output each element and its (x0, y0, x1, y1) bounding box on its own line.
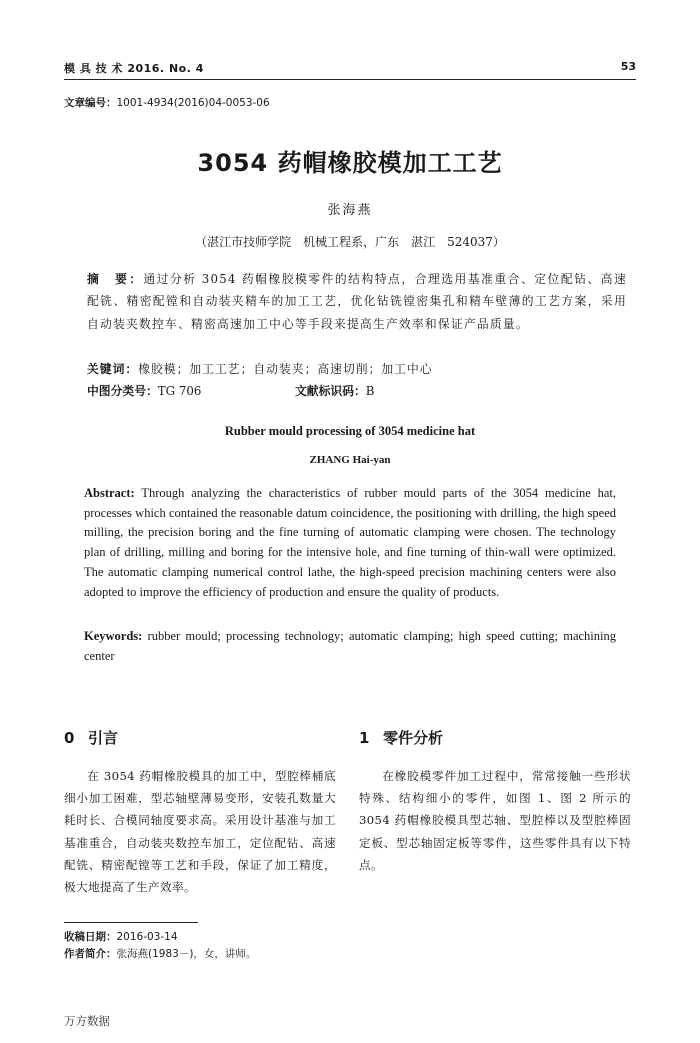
document-code (295, 382, 374, 399)
article-number-value: 1001-4934(2016)04-0053-06 (116, 97, 270, 109)
abstract-cn (87, 268, 627, 335)
header-divider (64, 79, 636, 80)
section-number: 0 (64, 729, 75, 747)
watermark: 万方数据 (64, 1014, 110, 1028)
abstract-cn-label: 摘 要： (87, 272, 144, 286)
article-number (64, 95, 270, 110)
page-number: 53 (620, 60, 636, 73)
classification-row (87, 382, 627, 400)
section-number: 1 (359, 729, 370, 747)
section-title: 零件分析 (383, 729, 444, 747)
clc-value: TG 706 (157, 384, 202, 398)
doc-code-label: 文献标识码： (295, 384, 366, 398)
footnote-divider (64, 922, 198, 923)
keywords-en-label: Keywords: (84, 629, 143, 643)
author: 张海燕 (327, 203, 373, 218)
abstract-en-label: Abstract: (84, 486, 135, 500)
abstract-cn-text: 通过分析 3054 药帽橡胶模零件的结构特点，合理选用基准重合、定位配钻、高速配铣、精密配镗和自动装夹精车的加工工艺，优化钻铣镗密集孔和精车壁薄的工艺方案，采用自动装夹数控车、精密高速加工中心等手段来提高生产效率和保证产品质量。 (87, 272, 627, 331)
affiliation: （湛江市技师学院 机械工程系，广东 湛江 524037） (195, 235, 505, 249)
journal-name: 模 具 技 术 2016. No. 4 (64, 62, 204, 75)
keywords-cn-text: 橡胶模；加工工艺；自动装夹；高速切削；加工中心 (138, 362, 433, 376)
footnote-author-bio (64, 946, 256, 961)
clc-label: 中图分类号： (87, 384, 158, 398)
section-title: 引言 (88, 729, 119, 747)
abstract-en (84, 484, 616, 602)
author-en: ZHANG Hai-yan (309, 454, 391, 466)
article-number-label: 文章编号： (64, 97, 117, 109)
abstract-en-text: Through analyzing the characteristics of rubber mould parts of the 3054 medicine hat, processes which contained the reasonable datum coincidence, the positioning with drilling, the high speed milling, the precision boring and the fine turning of automatic clamping were chosen. The technology plan of drilling, milling and boring for the intensive hole, and fine turning of thin-wall were optimized. The automatic clamping numerical control lathe, the high-speed precision machining centers were also adopted to improve the efficiency of production and ensure the quality of products. (84, 486, 616, 599)
title-en: Rubber mould processing of 3054 medicine hat (224, 424, 476, 438)
section-heading-introduction (64, 727, 118, 748)
section-body-introduction: 在 3054 药帽橡胶模具的加工中，型腔棒桶底细小加工困难，型芯轴壁薄易变形，安装孔数量大耗时长、合模同轴度要求高。采用设计基准与加工基准重合，自动装夹数控车加工，定位配钻、高速配铣、精密配镗等工艺和手段，保证了加工精度，极大地提高了生产效率。 (64, 769, 336, 895)
clc-code (87, 384, 201, 398)
bio-value: 张海燕(1983－)，女，讲师。 (116, 948, 257, 960)
keywords-cn-label: 关键词： (87, 362, 139, 376)
received-value: 2016-03-14 (116, 931, 178, 943)
running-header (64, 60, 636, 78)
bio-label: 作者简介： (64, 948, 117, 960)
section-body-part-analysis: 在橡胶模零件加工过程中，常常接触一些形状特殊、结构细小的零件，如图 1、图 2 所示的 3054 药帽橡胶模具型芯轴、型腔棒以及型腔棒固定板、型芯轴固定板等零件，这些零件具有以下特点。 (359, 769, 631, 872)
section-heading-part-analysis (359, 727, 443, 748)
keywords-cn (87, 360, 627, 377)
doc-code-value: B (365, 384, 375, 398)
received-label: 收稿日期： (64, 931, 117, 943)
footnote-received-date (64, 929, 178, 944)
page-title: 3054 药帽橡胶模加工工艺 (197, 149, 503, 177)
keywords-en-text: rubber mould; processing technology; automatic clamping; high speed cutting; machining center (84, 629, 616, 663)
keywords-en (84, 627, 616, 666)
